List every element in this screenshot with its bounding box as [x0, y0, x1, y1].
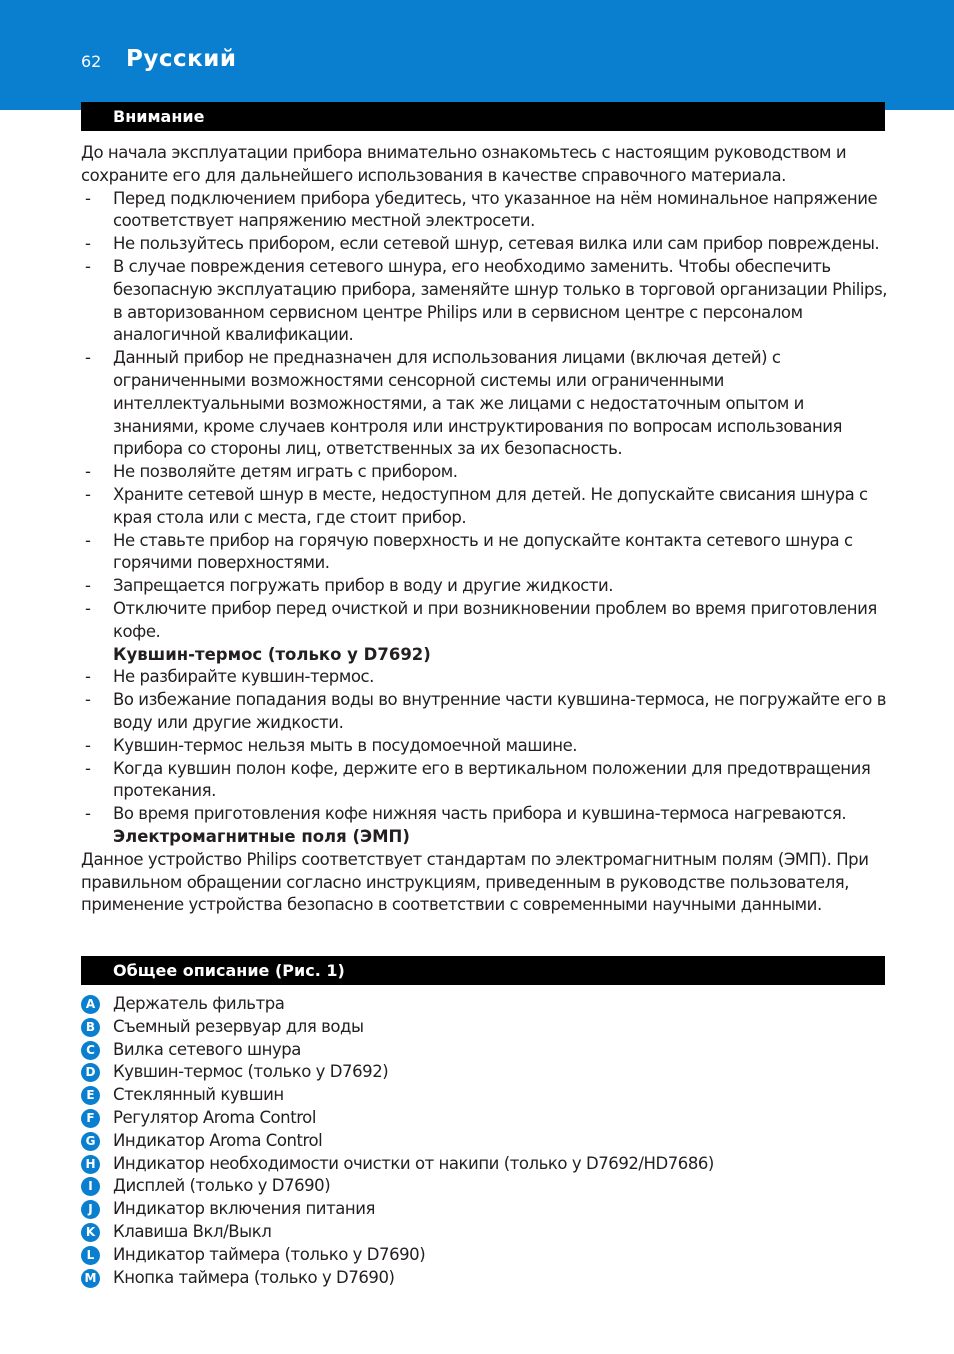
part-label: Индикатор включения питания — [113, 1199, 375, 1219]
part-label: Стеклянный кувшин — [113, 1085, 284, 1105]
letter-l-badge-icon: L — [81, 1246, 100, 1265]
parts-list — [81, 993, 891, 1289]
part-label: Вилка сетевого шнура — [113, 1039, 301, 1059]
list-item: - Храните сетевой шнур в месте, недоступном для детей. Не допускайте свисания шнура с края стола или с места, где стоит прибор. — [81, 484, 891, 530]
thermos-list — [81, 666, 891, 826]
thermos-subheading: Кувшин-термос (только у D7692) — [113, 644, 431, 664]
section-heading-warning: Внимание — [81, 102, 885, 131]
part-label: Кнопка таймера (только у D7690) — [113, 1267, 395, 1287]
letter-j-badge-icon: J — [81, 1200, 100, 1219]
letter-d-badge-icon: D — [81, 1063, 100, 1082]
list-item: - В случае повреждения сетевого шнура, его необходимо заменить. Чтобы обеспечить безопасную эксплуатацию прибора, заменяйте шнур только в торговой организации Philips, в авторизованном сервисном центре Philips или в сервисном центре с персоналом аналогичной квалификации. — [81, 256, 891, 347]
letter-i-badge-icon: I — [81, 1177, 100, 1196]
part-item-d — [81, 1061, 891, 1084]
list-item: - Во время приготовления кофе нижняя часть прибора и кувшина-термоса нагреваются. — [81, 803, 891, 826]
part-item-g — [81, 1130, 891, 1153]
section-heading-overview: Общее описание (Рис. 1) — [81, 956, 885, 985]
page-language-title: Русский — [126, 46, 237, 72]
letter-h-badge-icon: H — [81, 1155, 100, 1174]
part-item-f — [81, 1107, 891, 1130]
letter-c-badge-icon: C — [81, 1041, 100, 1060]
part-label: Клавиша Вкл/Выкл — [113, 1221, 272, 1241]
part-label: Съемный резервуар для воды — [113, 1016, 364, 1036]
part-item-k — [81, 1221, 891, 1244]
list-item: - Не разбирайте кувшин-термос. — [81, 666, 891, 689]
warning-intro: До начала эксплуатации прибора внимательно ознакомьтесь с настоящим руководством и сохраните его для дальнейшего использования в качестве справочного материала. — [81, 143, 847, 185]
part-item-l — [81, 1244, 891, 1267]
part-item-i — [81, 1175, 891, 1198]
part-label: Дисплей (только у D7690) — [113, 1176, 331, 1196]
part-label: Кувшин-термос (только у D7692) — [113, 1062, 389, 1082]
part-item-a — [81, 993, 891, 1016]
list-item: - Не ставьте прибор на горячую поверхность и не допускайте контакта сетевого шнура с горячими поверхностями. — [81, 530, 891, 576]
warning-list — [81, 188, 891, 644]
emf-text: Данное устройство Philips соответствует стандартам по электромагнитным полям (ЭМП). При правильном обращении согласно инструкциям, приведенным в руководстве пользователя, применение устройства безопасно в соответствии с современными научными данными. — [81, 849, 869, 915]
header-band — [0, 0, 954, 110]
letter-k-badge-icon: K — [81, 1223, 100, 1242]
part-label: Индикатор таймера (только у D7690) — [113, 1244, 426, 1264]
list-item: - Не позволяйте детям играть с прибором. — [81, 461, 891, 484]
part-item-c — [81, 1039, 891, 1062]
list-item: - Не пользуйтесь прибором, если сетевой шнур, сетевая вилка или сам прибор повреждены. — [81, 233, 891, 256]
emf-subheading: Электромагнитные поля (ЭМП) — [113, 826, 410, 846]
part-label: Индикатор Aroma Control — [113, 1130, 323, 1150]
list-item: - Кувшин-термос нельзя мыть в посудомоечной машине. — [81, 735, 891, 758]
part-item-b — [81, 1016, 891, 1039]
list-item: - Когда кувшин полон кофе, держите его в вертикальном положении для предотвращения протекания. — [81, 758, 891, 804]
letter-g-badge-icon: G — [81, 1132, 100, 1151]
page-number: 62 — [81, 52, 102, 71]
letter-e-badge-icon: E — [81, 1086, 100, 1105]
part-item-h — [81, 1153, 891, 1176]
part-label: Держатель фильтра — [113, 994, 285, 1013]
letter-a-badge-icon: A — [81, 995, 100, 1014]
part-item-j — [81, 1198, 891, 1221]
part-label: Индикатор необходимости очистки от накипи (только у D7692/HD7686) — [113, 1153, 714, 1173]
list-item: - Данный прибор не предназначен для использования лицами (включая детей) с ограниченными возможностями сенсорной системы или ограниченными интеллектуальными возможностями, а так же лицами с недостаточным опытом и знаниями, кроме случаев контроля или инструктирования по вопросам использования прибора со стороны лиц, ответственных за их безопасность. — [81, 347, 891, 461]
list-item: - Запрещается погружать прибор в воду и другие жидкости. — [81, 575, 891, 598]
letter-f-badge-icon: F — [81, 1109, 100, 1128]
letter-m-badge-icon: M — [81, 1269, 100, 1288]
list-item: - Отключите прибор перед очисткой и при возникновении проблем во время приготовления кофе. — [81, 598, 891, 644]
list-item: - Во избежание попадания воды во внутренние части кувшина-термоса, не погружайте его в воду или другие жидкости. — [81, 689, 891, 735]
letter-b-badge-icon: B — [81, 1018, 100, 1037]
list-item: - Перед подключением прибора убедитесь, что указанное на нём номинальное напряжение соответствует напряжению местной электросети. — [81, 188, 891, 234]
part-item-m — [81, 1267, 891, 1290]
part-label: Регулятор Aroma Control — [113, 1107, 316, 1127]
part-item-e — [81, 1084, 891, 1107]
warning-section — [81, 142, 891, 917]
